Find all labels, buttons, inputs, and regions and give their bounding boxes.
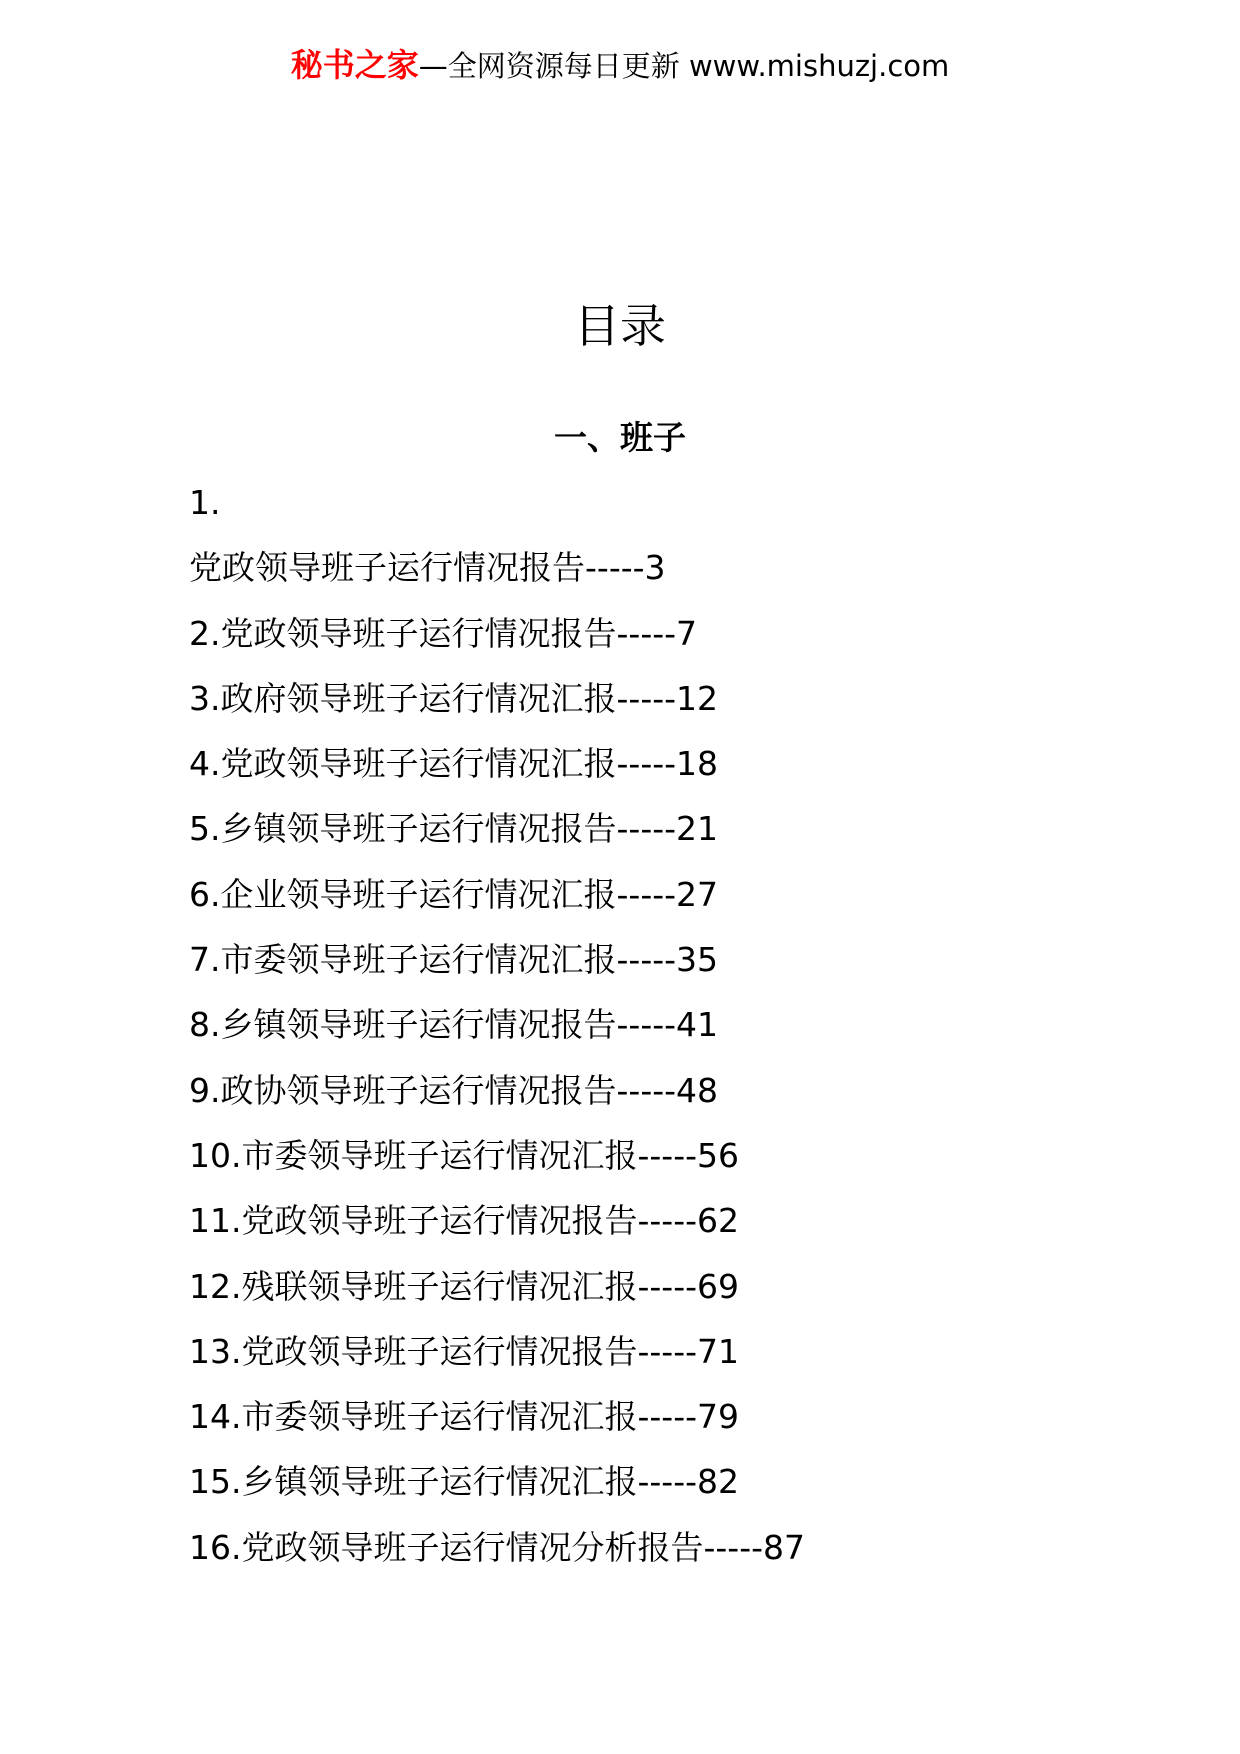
toc-item: [189, 1058, 1189, 1123]
toc-item: [189, 1384, 1189, 1449]
toc-item-number: 4.: [189, 744, 221, 784]
toc-item-number: 1.: [189, 483, 221, 522]
toc-item-text: 党政领导班子运行情况报告-----71: [241, 1331, 740, 1371]
toc-item-number: 14.: [189, 1397, 242, 1437]
toc-item: [189, 666, 1189, 731]
toc-item-text: 党政领导班子运行情况报告-----7: [220, 613, 698, 653]
toc-item-text: 乡镇领导班子运行情况汇报-----82: [241, 1462, 740, 1502]
toc-item-number: 6.: [189, 874, 221, 914]
toc-item-text: 乡镇领导班子运行情况报告-----41: [220, 1005, 719, 1045]
brand-name: 秘书之家: [290, 46, 419, 84]
toc-item-number: 16.: [189, 1527, 242, 1567]
toc-item-text: 政协领导班子运行情况报告-----48: [220, 1070, 719, 1110]
section-heading: 一、班子: [554, 418, 686, 457]
toc-item-text: 党政领导班子运行情况报告-----62: [241, 1201, 740, 1241]
toc-item: [189, 1319, 1189, 1384]
toc-item: [189, 862, 1189, 927]
header-tagline: —全网资源每日更新 www.mishuzj.com: [418, 49, 950, 83]
toc-item-text: 党政领导班子运行情况分析报告-----87: [241, 1527, 806, 1567]
toc-item: [189, 1254, 1189, 1319]
toc-item: [189, 796, 1189, 861]
page-header: [0, 45, 1240, 85]
toc-item-number: 2.: [189, 613, 221, 653]
toc-item: [189, 1123, 1189, 1188]
toc-item: [189, 927, 1189, 992]
toc-item-text: 党政领导班子运行情况汇报-----18: [220, 744, 719, 784]
toc-item-number: 5.: [189, 809, 221, 849]
toc-item: [189, 731, 1189, 796]
toc-item-number: 11.: [189, 1201, 242, 1241]
toc-item-text: 残联领导班子运行情况汇报-----69: [241, 1266, 740, 1306]
toc-item: [189, 1449, 1189, 1514]
toc-item: [189, 470, 1189, 601]
toc-item-text: 党政领导班子运行情况报告-----3: [189, 548, 666, 588]
toc-item-text: 市委领导班子运行情况汇报-----56: [241, 1135, 740, 1175]
toc-item-text: 市委领导班子运行情况汇报-----79: [241, 1397, 740, 1437]
toc-item-number: 3.: [189, 678, 221, 718]
toc-item-text: 政府领导班子运行情况汇报-----12: [220, 678, 719, 718]
toc-item-number: 7.: [189, 940, 221, 980]
toc-item-number: 10.: [189, 1135, 242, 1175]
toc-item-text: 企业领导班子运行情况汇报-----27: [220, 874, 719, 914]
page-title: 目录: [574, 299, 666, 353]
toc-item-number: 15.: [189, 1462, 242, 1502]
toc-item: [189, 1188, 1189, 1253]
toc-item-number: 9.: [189, 1070, 221, 1110]
toc-item-number: 8.: [189, 1005, 221, 1045]
toc-item-text: 乡镇领导班子运行情况报告-----21: [220, 809, 719, 849]
toc-item: [189, 601, 1189, 666]
toc-item: [189, 992, 1189, 1057]
toc-item-number: 12.: [189, 1266, 242, 1306]
toc-item-number: 13.: [189, 1331, 242, 1371]
table-of-contents: [189, 470, 1189, 1580]
toc-item: [189, 1515, 1189, 1580]
toc-item-text: 市委领导班子运行情况汇报-----35: [220, 940, 719, 980]
